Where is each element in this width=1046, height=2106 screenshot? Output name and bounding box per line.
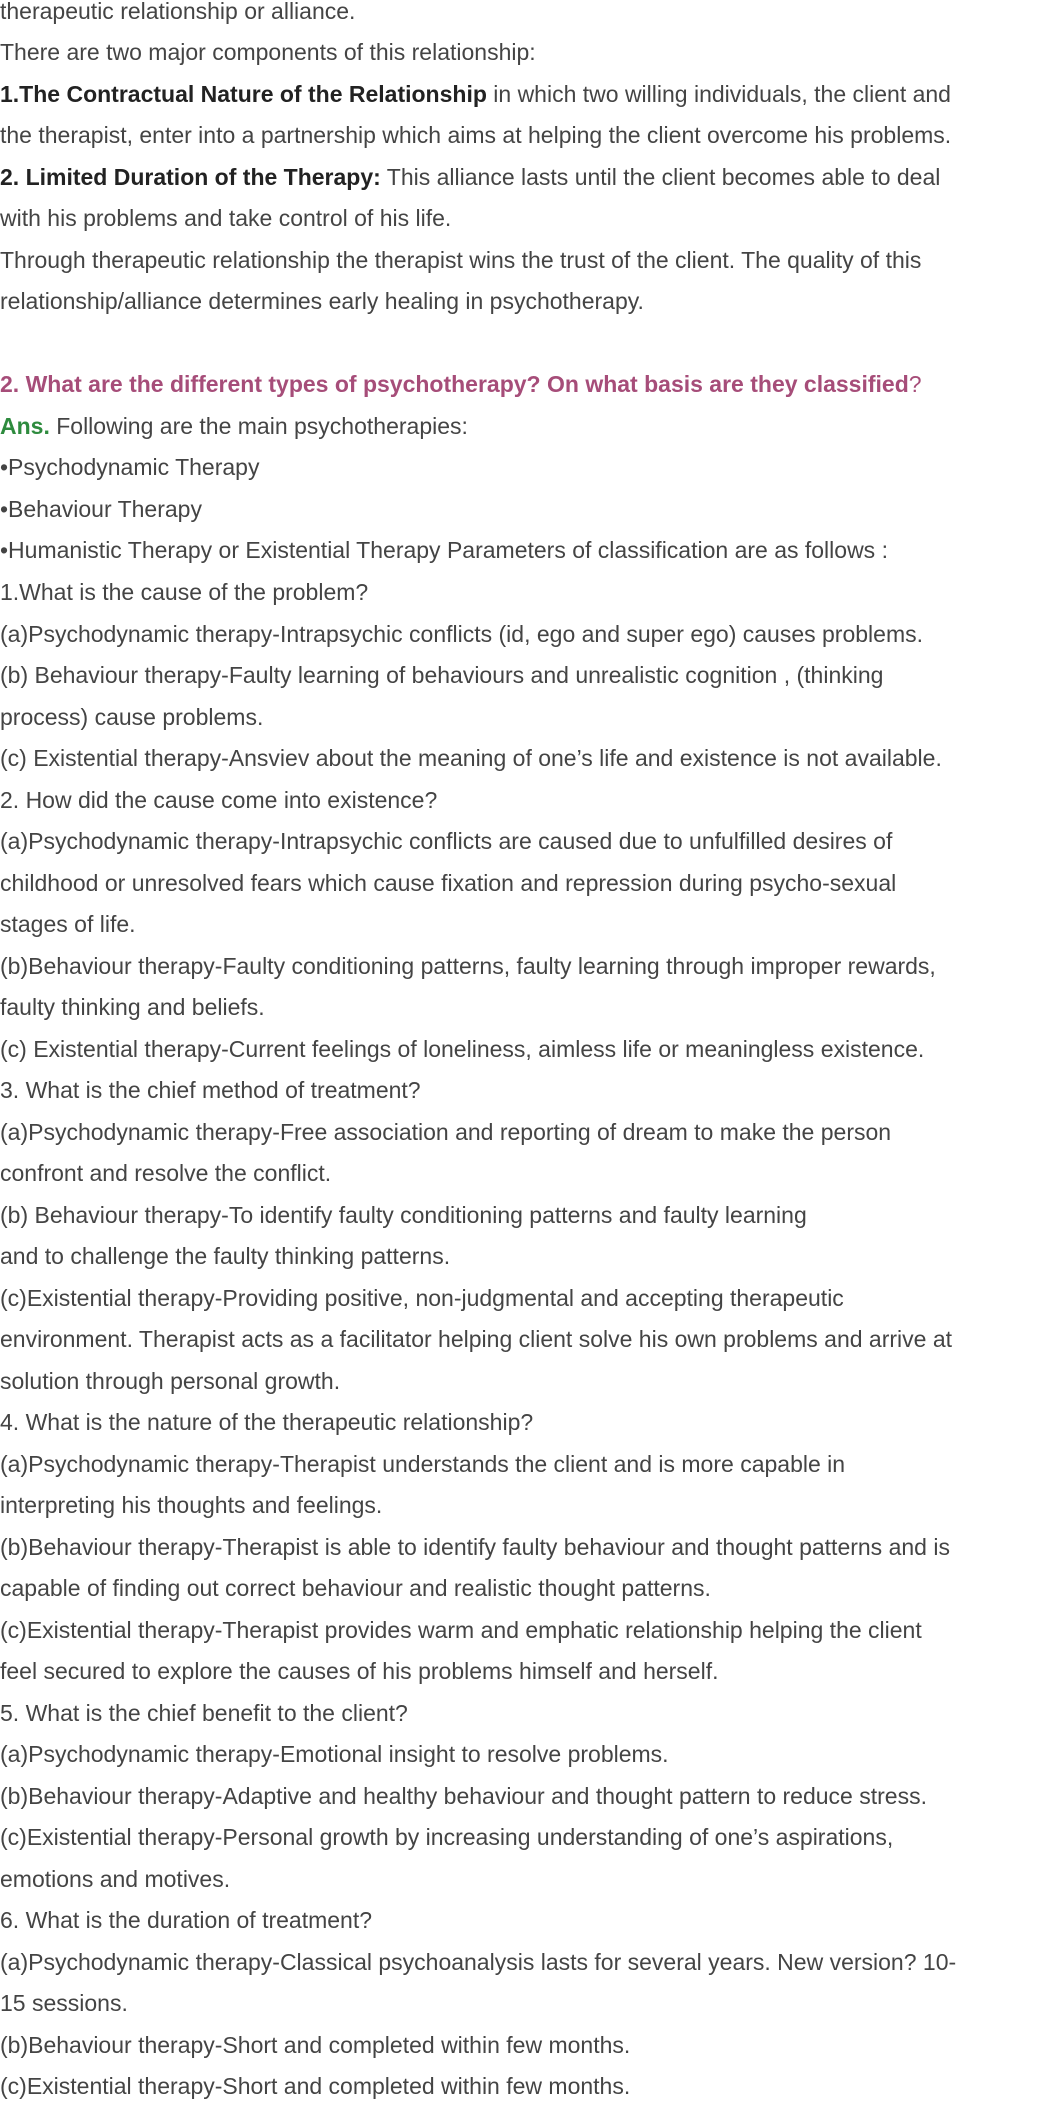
body-line: capable of finding out correct behaviour and realistic thought patterns. xyxy=(0,1575,711,1601)
body-line: (c) Existential therapy-Current feelings of loneliness, aimless life or meaningless existence. xyxy=(0,1036,925,1062)
body-line: (c)Existential therapy-Short and completed within few months. xyxy=(0,2073,631,2099)
trust-line-1: Through therapeutic relationship the therapist wins the trust of the client. The quality of this xyxy=(0,247,922,273)
body-line: 3. What is the chief method of treatment? xyxy=(0,1077,421,1103)
therapy-type-1: •Psychodynamic Therapy xyxy=(0,454,260,480)
intro-line-1: therapeutic relationship or alliance. xyxy=(0,0,356,24)
body-line: 5. What is the chief benefit to the client? xyxy=(0,1700,408,1726)
body-line: environment. Therapist acts as a facilitator helping client solve his own problems and arrive at xyxy=(0,1326,952,1352)
component-2-text: This alliance lasts until the client becomes able to deal xyxy=(380,164,941,190)
answer-label: Ans. xyxy=(0,413,50,439)
body-line: 6. What is the duration of treatment? xyxy=(0,1907,373,1933)
body-line: (b)Behaviour therapy-Faulty conditioning patterns, faulty learning through improper rewards, xyxy=(0,953,936,979)
component-1-heading: 1.The Contractual Nature of the Relationship xyxy=(0,81,487,107)
body-line: (b)Behaviour therapy-Short and completed within few months. xyxy=(0,2032,631,2058)
body-line: confront and resolve the conflict. xyxy=(0,1160,332,1186)
component-2 xyxy=(0,162,940,192)
body-line: (b) Behaviour therapy-Faulty learning of behaviours and unrealistic cognition , (thinking xyxy=(0,662,884,688)
therapy-type-3: •Humanistic Therapy or Existential Therapy Parameters of classification are as follows : xyxy=(0,537,888,563)
body-line: interpreting his thoughts and feelings. xyxy=(0,1492,383,1518)
body-line: (a)Psychodynamic therapy-Emotional insight to resolve problems. xyxy=(0,1741,669,1767)
therapy-type-2: •Behaviour Therapy xyxy=(0,496,202,522)
question-heading xyxy=(0,369,922,399)
body-line: (c)Existential therapy-Personal growth by increasing understanding of one’s aspirations, xyxy=(0,1824,894,1850)
body-line: feel secured to explore the causes of his problems himself and herself. xyxy=(0,1658,719,1684)
body-line: (a)Psychodynamic therapy-Classical psychoanalysis lasts for several years. New version? 10- xyxy=(0,1949,957,1975)
question-mark: ? xyxy=(908,371,922,397)
component-1-cont: the therapist, enter into a partnership which aims at helping the client overcome his problems. xyxy=(0,122,952,148)
body-line: stages of life. xyxy=(0,911,136,937)
body-line: and to challenge the faulty thinking patterns. xyxy=(0,1243,451,1269)
body-line: (b) Behaviour therapy-To identify faulty conditioning patterns and faulty learning xyxy=(0,1202,807,1228)
body-line: (b)Behaviour therapy-Therapist is able to identify faulty behaviour and thought patterns and is xyxy=(0,1534,950,1560)
component-2-cont: with his problems and take control of his life. xyxy=(0,205,452,231)
body-line: 2. How did the cause come into existence? xyxy=(0,787,438,813)
body-line: (a)Psychodynamic therapy-Therapist understands the client and is more capable in xyxy=(0,1451,846,1477)
body-line: (c)Existential therapy-Therapist provides warm and emphatic relationship helping the client xyxy=(0,1617,922,1643)
body-line: faulty thinking and beliefs. xyxy=(0,994,265,1020)
trust-line-2: relationship/alliance determines early healing in psychotherapy. xyxy=(0,288,644,314)
body-line: (c)Existential therapy-Providing positive, non-judgmental and accepting therapeutic xyxy=(0,1285,844,1311)
body-line: (a)Psychodynamic therapy-Free association and reporting of dream to make the person xyxy=(0,1119,892,1145)
body-line: childhood or unresolved fears which cause fixation and repression during psycho-sexual xyxy=(0,870,897,896)
component-1 xyxy=(0,79,951,109)
body-line: 1.What is the cause of the problem? xyxy=(0,579,369,605)
body-line: (a)Psychodynamic therapy-Intrapsychic conflicts are caused due to unfulfilled desires of xyxy=(0,828,893,854)
intro-line-2: There are two major components of this relationship: xyxy=(0,39,536,65)
body-line: (b)Behaviour therapy-Adaptive and healthy behaviour and thought pattern to reduce stress. xyxy=(0,1783,927,1809)
body-line: 15 sessions. xyxy=(0,1990,128,2016)
answer-lead: Following are the main psychotherapies: xyxy=(49,413,468,439)
body-line: (a)Psychodynamic therapy-Intrapsychic conflicts (id, ego and super ego) causes problems. xyxy=(0,621,923,647)
body-line: (c) Existential therapy-Ansviev about the meaning of one’s life and existence is not available. xyxy=(0,745,942,771)
body-line: emotions and motives. xyxy=(0,1866,231,1892)
body-line: 4. What is the nature of the therapeutic relationship? xyxy=(0,1409,534,1435)
body-line: solution through personal growth. xyxy=(0,1368,341,1394)
question-text: 2. What are the different types of psychotherapy? On what basis are they classified xyxy=(0,371,909,397)
component-2-heading: 2. Limited Duration of the Therapy: xyxy=(0,164,381,190)
component-1-text: in which two willing individuals, the client and xyxy=(486,81,951,107)
answer-intro xyxy=(0,411,468,441)
body-line: process) cause problems. xyxy=(0,704,264,730)
